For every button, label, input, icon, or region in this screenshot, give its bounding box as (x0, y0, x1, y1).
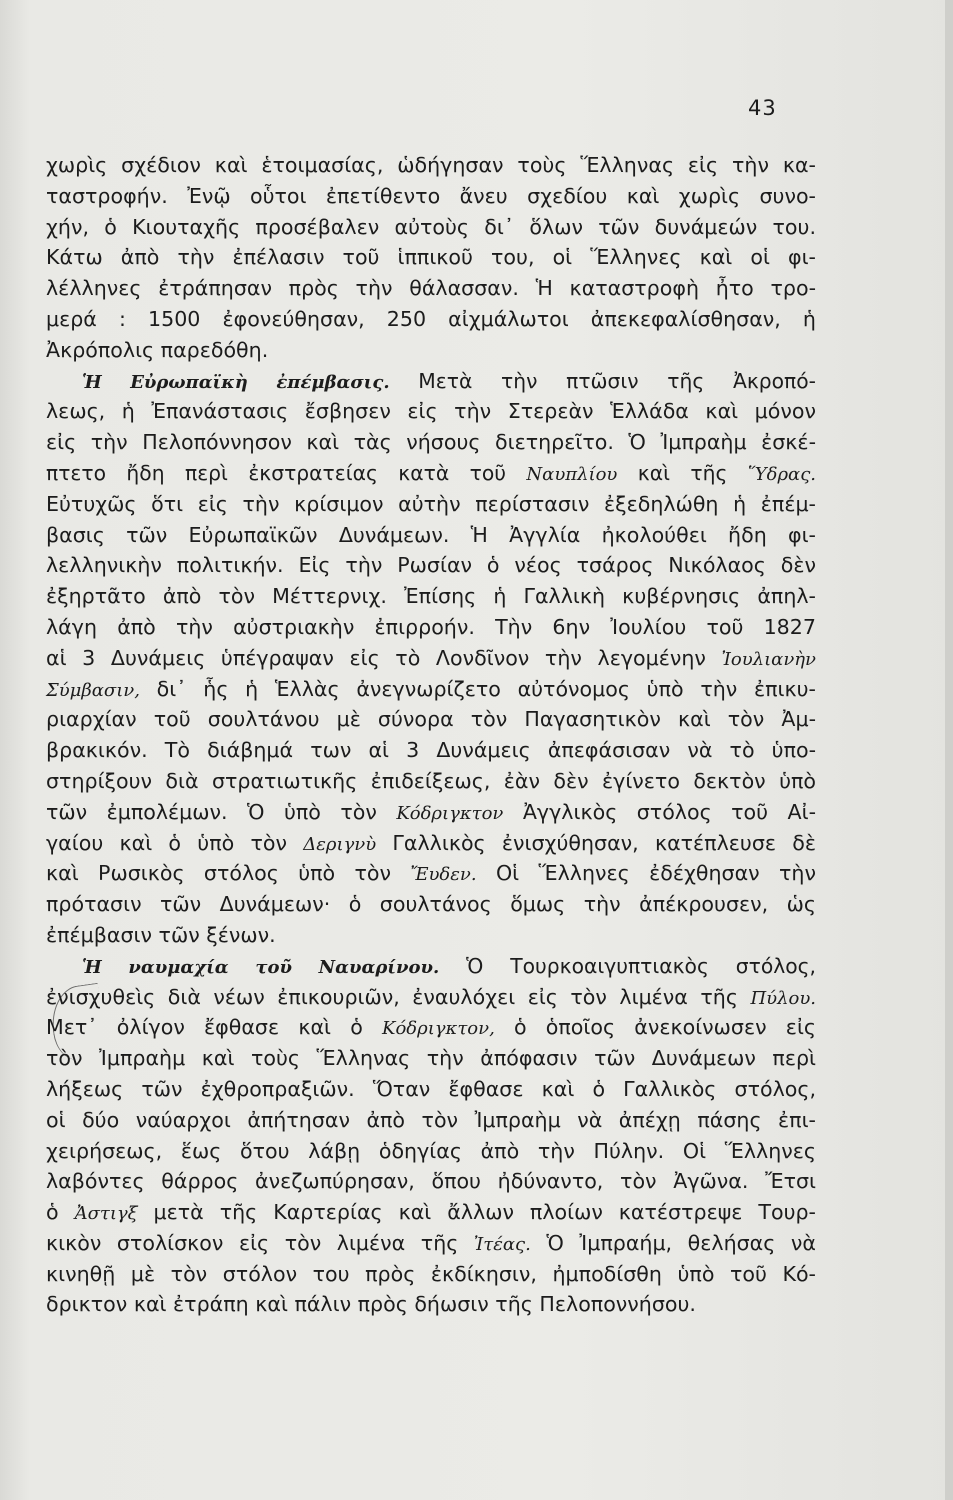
text-line: ριαρχίαν τοῦ σουλτάνου μὲ σύνορα τὸν Παγασητικὸν καὶ τὸν Ἀμ- (46, 707, 816, 732)
italic-name: Ἰτέας. (473, 1233, 531, 1255)
text-run: Οἱ Ἕλληνες ἐδέχθησαν τὴν (476, 861, 816, 886)
text-line: λέλληνες ἐτράπησαν πρὸς τὴν θάλασσαν. Ἡ καταστροφὴ ἦτο τρο- (46, 276, 816, 301)
text-run: κικὸν στολίσκον εἰς τὸν λιμένα τῆς (46, 1230, 474, 1255)
text-line (46, 366, 816, 397)
italic-name: Κόδριγκτον, (382, 1018, 495, 1040)
text-run: ἐνισχυθεὶς διὰ νέων ἐπικουριῶν, ἐναυλόχει εἰς τὸν λιμένα τῆς (46, 984, 751, 1009)
text-line: εἰς τὴν Πελοπόννησον καὶ τὰς νήσους διετηρεῖτο. Ὁ Ἰμπραὴμ ἐσκέ- (46, 430, 816, 455)
italic-name: Σύμβασιν, (46, 679, 140, 701)
text-run: μετὰ τῆς Καρτερίας καὶ ἄλλων πλοίων κατέστρεψε Τουρ- (137, 1200, 816, 1225)
text-run: ὁ ὁποῖος ἀνεκοίνωσεν εἰς (494, 1015, 816, 1040)
text-line: χωρὶς σχέδιον καὶ ἑτοιμασίας, ὡδήγησαν τοὺς Ἕλληνας εἰς τὴν κα- (46, 153, 816, 177)
text-run: ὁ (46, 1200, 75, 1225)
text-line: ἐπέμβασιν τῶν ξένων. (46, 922, 276, 947)
text-line: χήν, ὁ Κιουταχῆς προσέβαλεν αὐτοὺς δι᾽ ὅλων τῶν δυνάμεών του. (46, 214, 816, 239)
text-line (46, 1228, 816, 1259)
text-line: πρότασιν τῶν Δυνάμεων· ὁ σουλτάνος ὅμως τὴν ἀπέκρουσεν, ὡς (46, 892, 816, 917)
text-line: λεως, ἡ Ἐπανάστασις ἔσβησεν εἰς τὴν Στερεὰν Ἑλλάδα καὶ μόνον (46, 399, 816, 424)
text-line (46, 643, 816, 674)
text-line (46, 858, 816, 889)
page-number: 43 (748, 96, 777, 120)
italic-name: Ναυπλίου (526, 463, 618, 485)
text-line (46, 1197, 816, 1228)
text-line: Ἀκρόπολις παρεδόθη. (46, 337, 269, 362)
text-run: Ὁ Τουρκοαιγυπτιακὸς στόλος, (439, 953, 816, 978)
text-line: λαβόντες θάρρος ἀνεζωπύρησαν, ὅπου ἠδύναντο, τὸν Ἀγῶνα. Ἔτσι (46, 1169, 816, 1194)
text-run: τῶν ἐμπολέμων. Ὁ ὑπὸ τὸν (46, 799, 397, 824)
text-run: Μετὰ τὴν πτῶσιν τῆς Ἀκροπό- (389, 368, 816, 393)
text-run: δι᾽ ἧς ἡ Ἑλλὰς ἀνεγνωρίζετο αὐτόνομος ὑπὸ τὴν ἐπικυ- (139, 676, 816, 701)
text-run: γαίου καὶ ὁ ὑπὸ τὸν (46, 830, 304, 855)
text-line: δρικτον καὶ ἐτράπη καὶ πάλιν πρὸς δήωσιν τῆς Πελοποννήσου. (46, 1292, 696, 1317)
text-line: οἱ δύο ναύαρχοι ἀπήτησαν ἀπὸ τὸν Ἰμπραὴμ νὰ ἀπέχῃ πάσης ἐπι- (46, 1107, 816, 1132)
text-line (46, 951, 816, 982)
italic-name: Ἀστιγξ (74, 1203, 138, 1225)
italic-name: Πύλου. (750, 987, 816, 1009)
section-heading: Ἡ ναυμαχία τοῦ Ναυαρίνου. (82, 956, 440, 978)
section-heading: Ἡ Εὐρωπαϊκὴ ἐπέμβασις. (82, 371, 390, 393)
text-line (46, 674, 816, 705)
text-line: λάγη ἀπὸ τὴν αὐστριακὴν ἐπιρροήν. Τὴν 6ην Ἰουλίου τοῦ 1827 (46, 614, 816, 639)
text-line (46, 828, 816, 859)
text-line: Εὐτυχῶς ὅτι εἰς τὴν κρίσιμον αὐτὴν περίστασιν ἐξεδηλώθη ἡ ἐπέμ- (46, 491, 816, 516)
text-run: Μετ᾽ ὀλίγον ἔφθασε καὶ ὁ (46, 1015, 383, 1040)
text-line: κινηθῇ μὲ τὸν στόλον του πρὸς ἐκδίκησιν, ἠμποδίσθη ὑπὸ τοῦ Κό- (46, 1261, 816, 1286)
italic-name: Ἰουλιανὴν (721, 648, 816, 670)
text-line: λελληνικὴν πολιτικήν. Εἰς τὴν Ρωσίαν ὁ νέος τσάρος Νικόλαος δὲν (46, 553, 816, 578)
italic-name: Κόδριγκτον (396, 802, 504, 824)
text-run: καὶ τῆς (617, 460, 748, 485)
text-run: Ἀγγλικὸς στόλος τοῦ Αἰ- (503, 799, 816, 824)
text-line: βρακικόν. Τὸ διάβημά των αἱ 3 Δυνάμεις ἀπεφάσισαν νὰ τὸ ὑπο- (46, 738, 816, 763)
italic-name: Ἔυδεν. (410, 864, 477, 886)
text-line: Κάτω ἀπὸ τὴν ἐπέλασιν τοῦ ἱππικοῦ του, οἱ Ἕλληνες καὶ οἱ φι- (46, 245, 816, 270)
text-line: χειρήσεως, ἕως ὅτου λάβῃ ὁδηγίας ἀπὸ τὴν Πύλην. Οἱ Ἕλληνες (46, 1138, 816, 1163)
text-run: Ὁ Ἰμπραήμ, θελήσας νὰ (530, 1230, 816, 1255)
text-line (46, 458, 816, 489)
text-line (46, 982, 816, 1013)
text-line: λήξεως τῶν ἐχθροπραξιῶν. Ὅταν ἔφθασε καὶ ὁ Γαλλικὸς στόλος, (46, 1076, 816, 1101)
text-line: βασις τῶν Εὐρωπαϊκῶν Δυνάμεων. Ἡ Ἀγγλία ἠκολούθει ἤδη φι- (46, 522, 816, 547)
text-line (46, 1012, 816, 1043)
page-edge-shadow (945, 0, 953, 1500)
text-line (46, 797, 816, 828)
text-run: Γαλλικὸς ἐνισχύθησαν, κατέπλευσε δὲ (376, 830, 816, 855)
italic-name: Δεριγνὺ (303, 833, 377, 855)
text-run: πτετο ἤδη περὶ ἐκστρατείας κατὰ τοῦ (46, 460, 527, 485)
text-run: καὶ Ρωσικὸς στόλος ὑπὸ τὸν (46, 861, 411, 886)
text-line: τὸν Ἰμπραὴμ καὶ τοὺς Ἕλληνας τὴν ἀπόφασιν τῶν Δυνάμεων περὶ (46, 1046, 816, 1071)
text-line: μερά : 1500 ἐφονεύθησαν, 250 αἰχμάλωτοι ἀπεκεφαλίσθησαν, ἡ (46, 306, 816, 331)
text-run: αἱ 3 Δυνάμεις ὑπέγραψαν εἰς τὸ Λονδῖνον τὴν λεγομένην (46, 645, 722, 670)
text-line: ταστροφήν. Ἐνῷ οὗτοι ἐπετίθεντο ἄνευ σχεδίου καὶ χωρὶς συνο- (46, 183, 816, 208)
body-text (46, 150, 816, 1320)
italic-name: Ὕδρας. (747, 463, 816, 485)
text-line: ἐξηρτᾶτο ἀπὸ τὸν Μέττερνιχ. Ἐπίσης ἡ Γαλλικὴ κυβέρνησις ἀπηλ- (46, 584, 816, 609)
text-line: στηρίξουν διὰ στρατιωτικῆς ἐπιδείξεως, ἐὰν δὲν ἐγίνετο δεκτὸν ὑπὸ (46, 768, 816, 793)
